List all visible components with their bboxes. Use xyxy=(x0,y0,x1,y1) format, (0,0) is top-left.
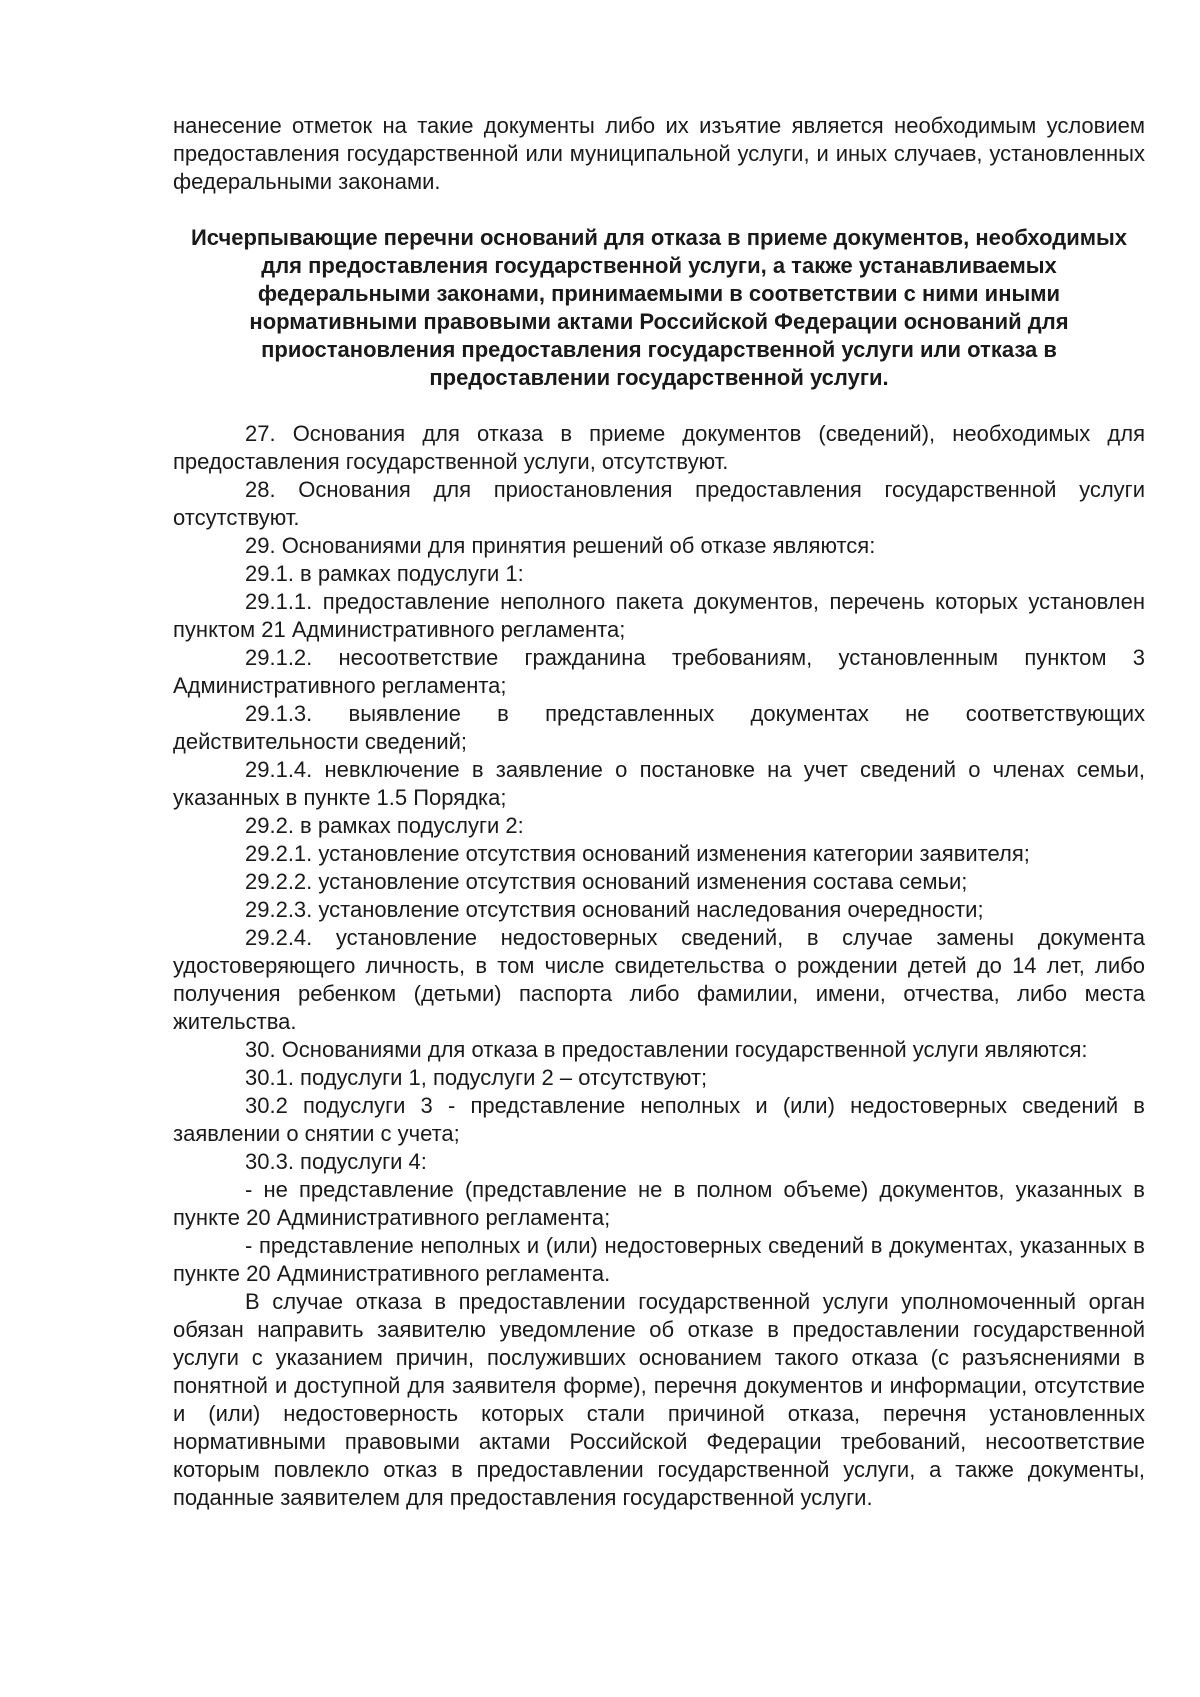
paragraph-29-1-4: 29.1.4. невключение в заявление о постановке на учет сведений о членах семьи, указанных в пункте 1.5 Порядка; xyxy=(173,757,1145,810)
paragraph-27: 27. Основания для отказа в приеме документов (сведений), необходимых для предоставления государственной услуги, отсутствуют. xyxy=(173,421,1145,474)
paragraph-30-3: 30.3. подуслуги 4: xyxy=(245,1149,427,1174)
paragraph-refusal-notice: В случае отказа в предоставлении государственной услуги уполномоченный орган обязан направить заявителю уведомление об отказе в предоставлении государственной услуги с указанием причин, послуживших основанием такого отказа (с разъяснениями в понятной и доступной для заявителя форме), перечня документов и информации, отсутствие и (или) недостоверность которых стали причиной отказа, перечня установленных нормативными правовыми актами Российской Федерации требований, несоответствие которым повлекло отказ в предоставлении государственной услуги, а также документы, поданные заявителем для предоставления государственной услуги. xyxy=(173,1289,1145,1510)
paragraph-29: 29. Основаниями для принятия решений об отказе являются: xyxy=(245,533,876,558)
paragraph-30-3-item-2: - представление неполных и (или) недостоверных сведений в документах, указанных в пункте 20 Административного регламента. xyxy=(173,1233,1145,1286)
paragraph-28: 28. Основания для приостановления предоставления государственной услуги отсутствуют. xyxy=(173,477,1145,530)
paragraph-29-2: 29.2. в рамках подуслуги 2: xyxy=(245,813,524,838)
paragraph-29-2-2: 29.2.2. установление отсутствия оснований изменения состава семьи; xyxy=(245,869,968,894)
paragraph-29-1-3: 29.1.3. выявление в представленных документах не соответствующих действительности сведений; xyxy=(173,701,1145,754)
section-heading: Исчерпывающие перечни оснований для отказа в приеме документов, необходимых для предоставления государственной услуги, а также устанавливаемых федеральными законами, принимаемыми в соответствии с ними иными нормативными правовыми актами Российской Федерации оснований для приостановления предоставления государственной услуги или отказа в предоставлении государственной услуги. xyxy=(190,225,1128,390)
paragraph-30: 30. Основаниями для отказа в предоставлении государственной услуги являются: xyxy=(245,1037,1088,1062)
paragraph-29-2-1: 29.2.1. установление отсутствия оснований изменения категории заявителя; xyxy=(245,841,1030,866)
paragraph-29-2-4: 29.2.4. установление недостоверных сведений, в случае замены документа удостоверяющего личность, в том числе свидетельства о рождении детей до 14 лет, либо получения ребенком (детьми) паспорта либо фамилии, имени, отчества, либо места жительства. xyxy=(173,925,1145,1034)
paragraph-29-1-2: 29.1.2. несоответствие гражданина требованиям, установленным пунктом 3 Административного регламента; xyxy=(173,645,1145,698)
paragraph-29-1: 29.1. в рамках подуслуги 1: xyxy=(245,561,524,586)
paragraph-29-1-1: 29.1.1. предоставление неполного пакета документов, перечень которых установлен пунктом 21 Административного регламента; xyxy=(173,589,1145,642)
paragraph-30-1: 30.1. подуслуги 1, подуслуги 2 – отсутствуют; xyxy=(245,1065,708,1090)
paragraph-29-2-3: 29.2.3. установление отсутствия оснований наследования очередности; xyxy=(245,897,984,922)
document-page xyxy=(173,112,1145,1512)
paragraph-30-3-item-1: - не представление (представление не в полном объеме) документов, указанных в пункте 20 Административного регламента; xyxy=(173,1177,1145,1230)
intro-paragraph: нанесение отметок на такие документы либо их изъятие является необходимым условием предоставления государственной или муниципальной услуги, и иных случаев, установленных федеральными законами. xyxy=(173,113,1145,194)
paragraph-30-2: 30.2 подуслуги 3 - представление неполных и (или) недостоверных сведений в заявлении о снятии с учета; xyxy=(173,1093,1145,1146)
